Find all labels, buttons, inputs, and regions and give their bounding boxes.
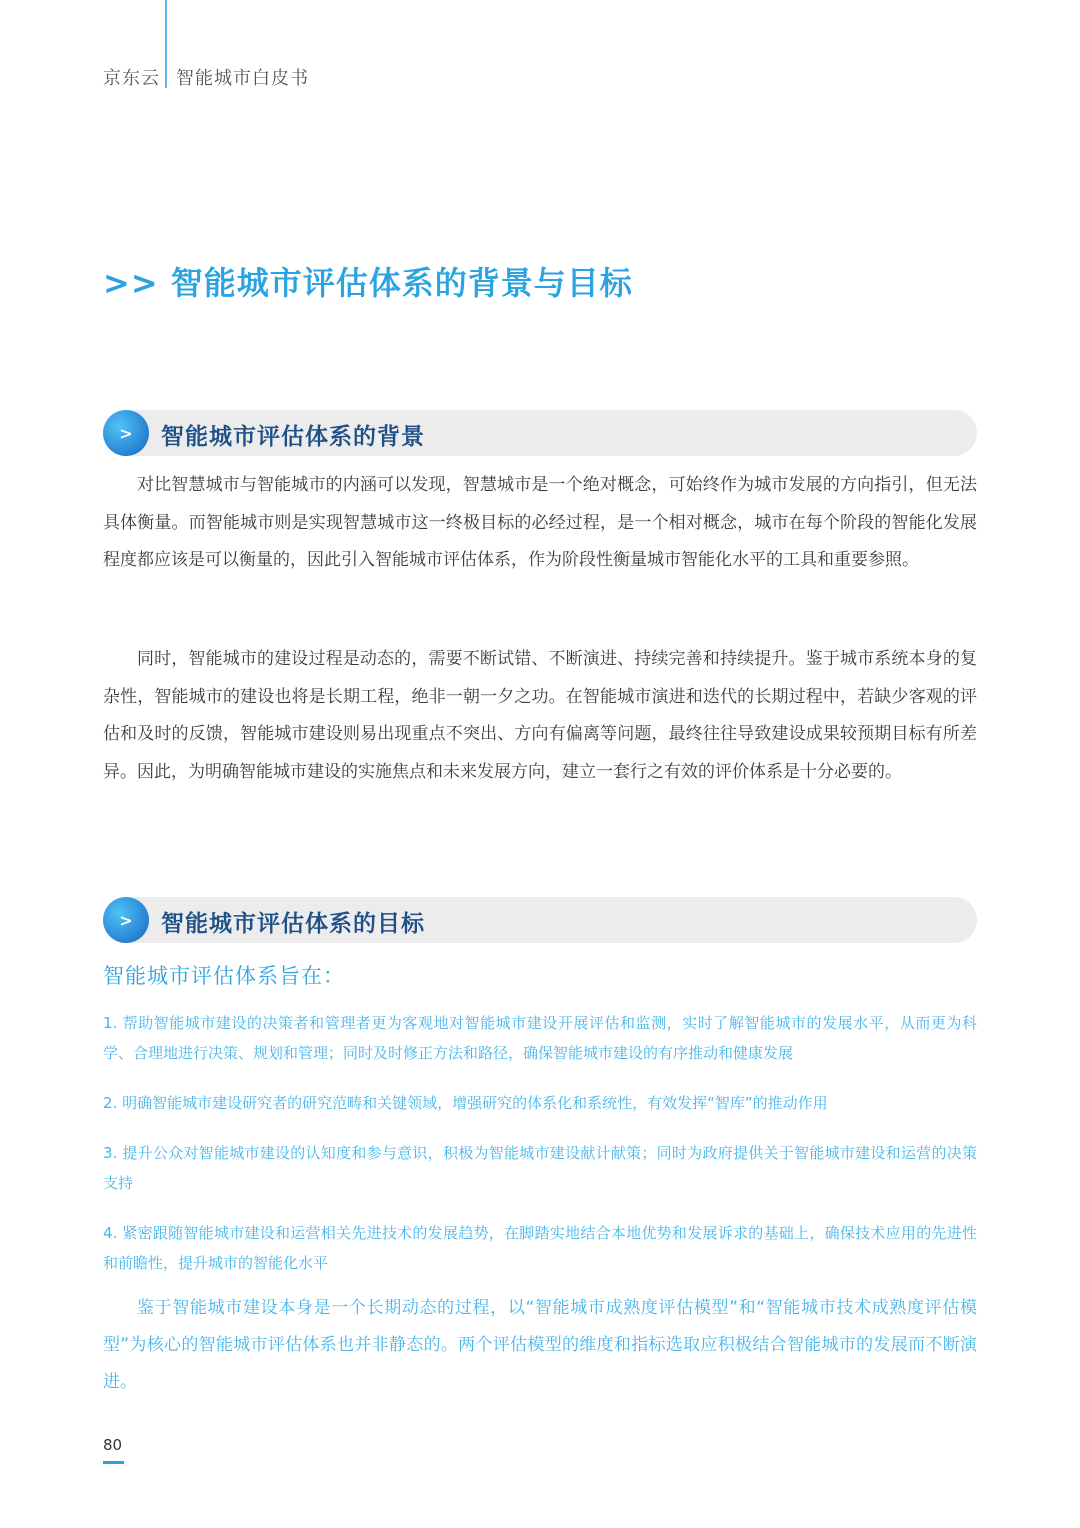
running-header — [103, 64, 309, 90]
page-title: >> 智能城市评估体系的背景与目标 — [103, 264, 633, 302]
goal-item-2: 2. 明确智能城市建设研究者的研究范畴和关键领域，增强研究的体系化和系统性，有效发挥“智库”的推动作用 — [103, 1094, 828, 1112]
goals-intro: 智能城市评估体系旨在： — [103, 964, 345, 988]
section-heading-background — [103, 410, 977, 456]
chevron-right-icon: > — [103, 897, 149, 943]
header-brand: 京东云 — [103, 68, 160, 89]
background-paragraph-1: 对比智慧城市与智能城市的内涵可以发现，智慧城市是一个绝对概念，可始终作为城市发展的方向指引，但无法具体衡量。而智能城市则是实现智慧城市这一终极目标的必经过程，是一个相对概念，城市在每个阶段的智能化发展程度都应该是可以衡量的，因此引入智能城市评估体系，作为阶段性衡量城市智能化水平的工具和重要参照。 — [103, 475, 977, 570]
section-heading-background-title: 智能城市评估体系的背景 — [161, 424, 425, 450]
goal-item-4: 4. 紧密跟随智能城市建设和运营相关先进技术的发展趋势，在脚踏实地结合本地优势和发展诉求的基础上，确保技术应用的先进性和前瞻性，提升城市的智能化水平 — [103, 1224, 977, 1272]
page-number: 80 — [103, 1436, 123, 1454]
goals-list — [103, 1008, 977, 1298]
header-doc-title: 智能城市白皮书 — [176, 68, 309, 89]
goal-item-3: 3. 提升公众对智能城市建设的认知度和参与意识，积极为智能城市建设献计献策；同时为政府提供关于智能城市建设和运营的决策支持 — [103, 1144, 977, 1192]
goals-closing-paragraph: 鉴于智能城市建设本身是一个长期动态的过程，以“智能城市成熟度评估模型”和“智能城市技术成熟度评估模型”为核心的智能城市评估体系也并非静态的。两个评估模型的维度和指标选取应积极结合智能城市的发展而不断演进。 — [103, 1298, 977, 1392]
goal-item-1: 1. 帮助智能城市建设的决策者和管理者更为客观地对智能城市建设开展评估和监测，实时了解智能城市的发展水平，从而更为科学、合理地进行决策、规划和管理；同时及时修正方法和路径，确保智能城市建设的有序推动和健康发展 — [103, 1014, 977, 1062]
page-number-underline — [103, 1461, 124, 1464]
section-heading-goals-title: 智能城市评估体系的目标 — [161, 911, 425, 937]
background-paragraph-2: 同时，智能城市的建设过程是动态的，需要不断试错、不断演进、持续完善和持续提升。鉴于城市系统本身的复杂性，智能城市的建设也将是长期工程，绝非一朝一夕之功。在智能城市演进和迭代的长期过程中，若缺少客观的评估和及时的反馈，智能城市建设则易出现重点不突出、方向有偏离等问题，最终往往导致建设成果较预期目标有所差异。因此，为明确智能城市建设的实施焦点和未来发展方向，建立一套行之有效的评价体系是十分必要的。 — [103, 649, 977, 782]
section-heading-goals — [103, 897, 977, 943]
chevron-right-icon: > — [103, 410, 149, 456]
